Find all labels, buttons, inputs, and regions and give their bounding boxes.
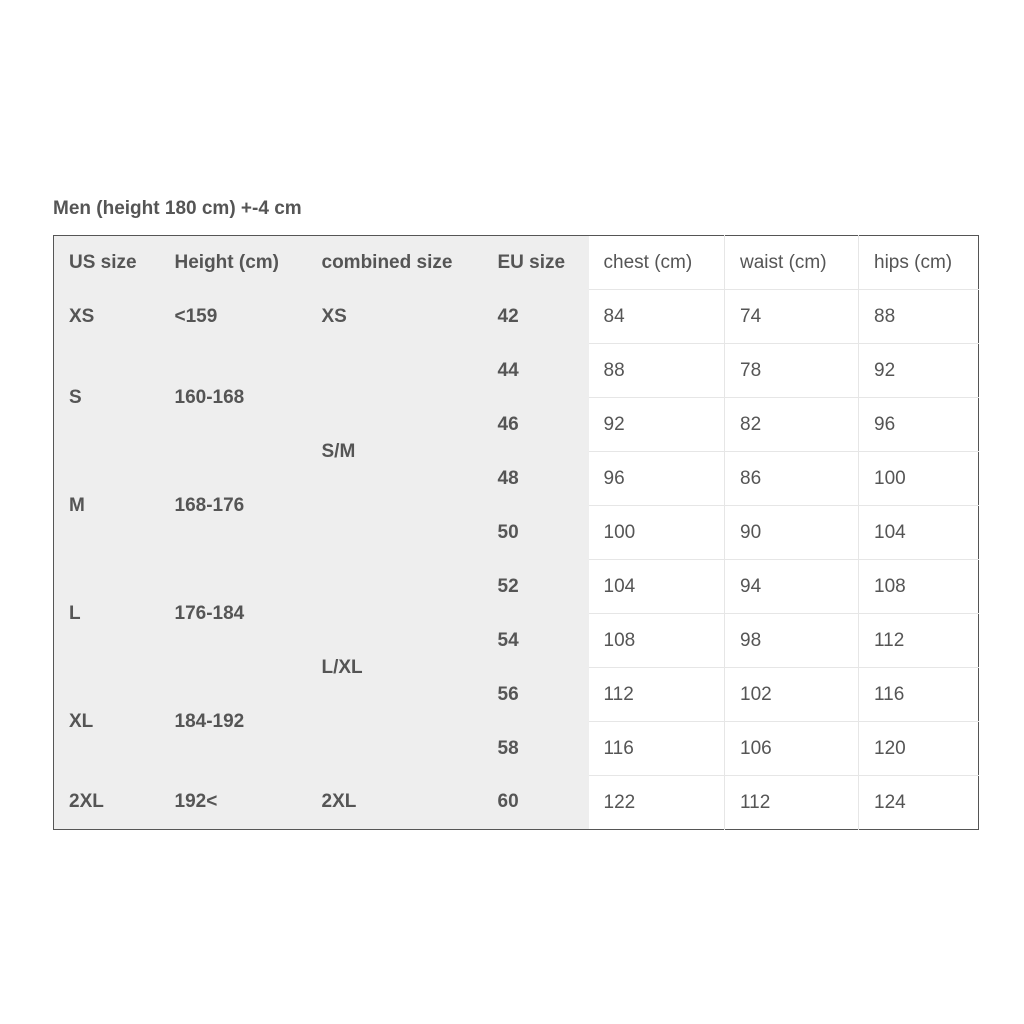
waist-cell: 86 [725, 452, 859, 506]
chest-cell: 96 [589, 452, 725, 506]
eu-size-cell: 42 [483, 290, 589, 344]
height-cell: 160-168 [160, 344, 307, 452]
table-row [54, 290, 979, 344]
chest-cell: 112 [589, 668, 725, 722]
waist-cell: 94 [725, 560, 859, 614]
hips-cell: 104 [859, 506, 979, 560]
chest-cell: 122 [589, 776, 725, 830]
us-size-cell: S [54, 344, 160, 452]
waist-cell: 102 [725, 668, 859, 722]
eu-size-cell: 56 [483, 668, 589, 722]
eu-size-cell: 52 [483, 560, 589, 614]
height-cell: 184-192 [160, 668, 307, 776]
eu-size-cell: 50 [483, 506, 589, 560]
hips-cell: 92 [859, 344, 979, 398]
combined-size-cell: S/M [307, 344, 483, 560]
table-row [54, 344, 979, 398]
height-cell: 192< [160, 776, 307, 830]
eu-size-cell: 44 [483, 344, 589, 398]
table-row [54, 776, 979, 830]
header-eu-size: EU size [483, 236, 589, 290]
eu-size-cell: 60 [483, 776, 589, 830]
table-row [54, 560, 979, 614]
chest-cell: 116 [589, 722, 725, 776]
us-size-cell: XL [54, 668, 160, 776]
table-row [54, 668, 979, 722]
waist-cell: 98 [725, 614, 859, 668]
header-combined-size: combined size [307, 236, 483, 290]
us-size-cell: L [54, 560, 160, 668]
us-size-cell: 2XL [54, 776, 160, 830]
us-size-cell: XS [54, 290, 160, 344]
hips-cell: 116 [859, 668, 979, 722]
chest-cell: 104 [589, 560, 725, 614]
eu-size-cell: 46 [483, 398, 589, 452]
height-cell: 168-176 [160, 452, 307, 560]
waist-cell: 82 [725, 398, 859, 452]
size-chart-table [53, 235, 979, 830]
hips-cell: 124 [859, 776, 979, 830]
header-us-size: US size [54, 236, 160, 290]
table-row [54, 452, 979, 506]
hips-cell: 100 [859, 452, 979, 506]
combined-size-cell: XS [307, 290, 483, 344]
us-size-cell: M [54, 452, 160, 560]
header-waist: waist (cm) [725, 236, 859, 290]
header-chest: chest (cm) [589, 236, 725, 290]
chest-cell: 84 [589, 290, 725, 344]
hips-cell: 108 [859, 560, 979, 614]
chest-cell: 100 [589, 506, 725, 560]
eu-size-cell: 58 [483, 722, 589, 776]
header-hips: hips (cm) [859, 236, 979, 290]
waist-cell: 74 [725, 290, 859, 344]
chest-cell: 92 [589, 398, 725, 452]
combined-size-cell: 2XL [307, 776, 483, 830]
chest-cell: 108 [589, 614, 725, 668]
height-cell: <159 [160, 290, 307, 344]
table-caption: Men (height 180 cm) +-4 cm [53, 198, 302, 219]
combined-size-cell: L/XL [307, 560, 483, 776]
waist-cell: 106 [725, 722, 859, 776]
waist-cell: 78 [725, 344, 859, 398]
waist-cell: 90 [725, 506, 859, 560]
eu-size-cell: 54 [483, 614, 589, 668]
hips-cell: 96 [859, 398, 979, 452]
eu-size-cell: 48 [483, 452, 589, 506]
header-height: Height (cm) [160, 236, 307, 290]
hips-cell: 88 [859, 290, 979, 344]
chest-cell: 88 [589, 344, 725, 398]
hips-cell: 120 [859, 722, 979, 776]
header-row [54, 236, 979, 290]
hips-cell: 112 [859, 614, 979, 668]
waist-cell: 112 [725, 776, 859, 830]
height-cell: 176-184 [160, 560, 307, 668]
